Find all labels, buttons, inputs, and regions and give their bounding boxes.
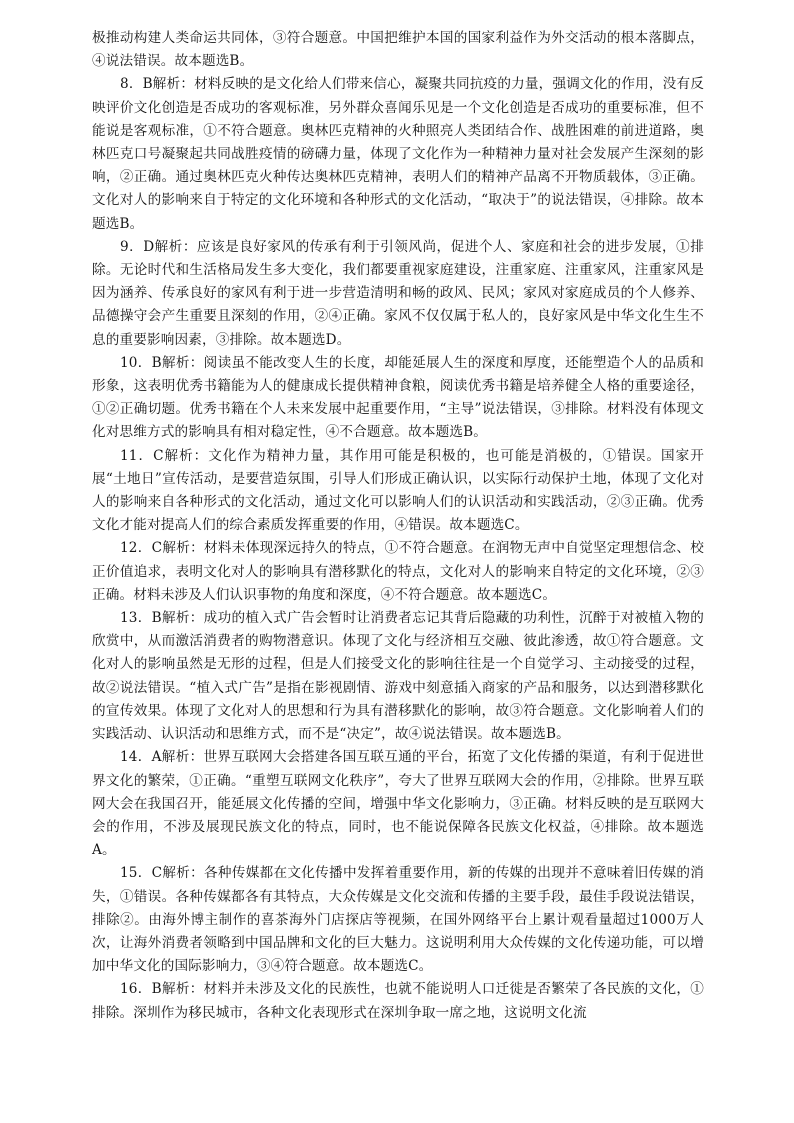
paragraph-q13: 13．B解析：成功的植入式广告会暂时让消费者忘记其背后隐藏的功利性，沉醉于对被植入物的欣赏中，从而激活消费者的购物潜意识。体现了文化与经济相互交融、彼此渗透，故①符合题意。文化对人的影响虽然是无形的过程，但是人们接受文化的影响往往是一个自觉学习、主动接受的过程，故②说法错误。“植入式广告”是指在影视剧情、游戏中刻意插入商家的产品和服务，以达到潜移默化的宣传效果。体现了文化对人的思想和行为具有潜移默化的影响，故③符合题意。文化影响着人们的实践活动、认识活动和思维方式，而不是“决定”，故④说法错误。故本题选B。 <box>92 610 704 743</box>
paragraph-q9: 9．D解析：应该是良好家风的传承有利于引领风尚，促进个人、家庭和社会的进步发展，①排除。无论时代和生活格局发生多大变化，我们都要重视家庭建设，注重家庭、注重家风，注重家风是因为涵养、传承良好的家风有利于进一步营造清明和畅的政风、民风；家风对家庭成员的个人修养、品德操守会产生重要且深刻的作用，②④正确。家风不仅仅属于私人的，良好家风是中华文化生生不息的重要影响因素，③排除。故本题选D。 <box>92 238 704 348</box>
paragraph-q15: 15．C解析：各种传媒都在文化传播中发挥着重要作用，新的传媒的出现并不意味着旧传媒的消失，①错误。各种传媒都各有其特点，大众传媒是文化交流和传播的主要手段，最佳手段说法错误，排除②。由海外博主制作的喜茶海外门店探店等视频，在国外网络平台上累计观看量超过1000万人次，让海外消费者领略到中国品牌和文化的巨大魅力。这说明利用大众传媒的文化传递功能，可以增加中华文化的国际影响力，③④符合题意。故本题选C。 <box>92 865 704 975</box>
paragraph-q16: 16．B解析：材料并未涉及文化的民族性，也就不能说明人口迁徙是否繁荣了各民族的文化，①排除。深圳作为移民城市，各种文化表现形式在深圳争取一席之地，这说明文化流 <box>92 981 704 1021</box>
paragraph-q12: 12．C解析：材料未体现深远持久的特点，①不符合题意。在润物无声中自觉坚定理想信念、校正价值追求，表明文化对人的影响具有潜移默化的特点，文化对人的影响来自特定的文化环境，②③正确。材料未涉及人们认识事物的角度和深度，④不符合题意。故本题选C。 <box>92 540 704 603</box>
paragraph-q11: 11．C解析：文化作为精神力量，其作用可能是积极的，也可能是消极的，①错误。国家开展“土地日”宣传活动，是要营造氛围，引导人们形成正确认识，以实际行动保护土地，体现了文化对人的影响来自各种形式的文化活动，通过文化可以影响人们的认识活动和实践活动，②③正确。优秀文化才能对提高人们的综合素质发挥重要的作用，④错误。故本题选C。 <box>92 447 704 534</box>
paragraph-q10: 10．B解析：阅读虽不能改变人生的长度，却能延展人生的深度和厚度，还能塑造个人的品质和形象，这表明优秀书籍能为人的健康成长提供精神食粮，阅读优秀书籍是培养健全人格的重要途径，①②正确切题。优秀书籍在个人未来发展中起重要作用，“主导”说法错误，③排除。材料没有体现文化对思维方式的影响具有相对稳定性，④不合题意。故本题选B。 <box>92 354 704 441</box>
paragraph-q14: 14．A解析：世界互联网大会搭建各国互联互通的平台，拓宽了文化传播的渠道，有利于促进世界文化的繁荣，①正确。“重塑互联网文化秩序”，夸大了世界互联网大会的作用，②排除。世界互联网大会在我国召开，能延展文化传播的空间，增强中华文化影响力，③正确。材料反映的是互联网大会的作用，不涉及展现民族文化的特点，同时，也不能说保障各民族文化权益，④排除。故本题选A。 <box>92 749 704 859</box>
paragraph-q8: 8．B解析：材料反映的是文化给人们带来信心，凝聚共同抗疫的力量，强调文化的作用，没有反映评价文化创造是否成功的客观标准，另外群众喜闻乐见是一个文化创造是否成功的重要标准，但不能说是客观标准，①不符合题意。奥林匹克精神的火种照亮人类团结合作、战胜困难的前进道路，奥林匹克口号凝聚起共同战胜疫情的磅礴力量，体现了文化作为一种精神力量对社会发展产生深刻的影响，②正确。通过奥林匹克火种传达奥林匹克精神，表明人们的精神产品离不开物质载体，③正确。文化对人的影响来自于特定的文化环境和各种形式的文化活动，“取决于”的说法错误，④排除。故本题选B。 <box>92 76 704 232</box>
paragraph-q7-continued: 极推动构建人类命运共同体，③符合题意。中国把维护本国的国家利益作为外交活动的根本落脚点，④说法错误。故本题选B。 <box>92 30 704 70</box>
